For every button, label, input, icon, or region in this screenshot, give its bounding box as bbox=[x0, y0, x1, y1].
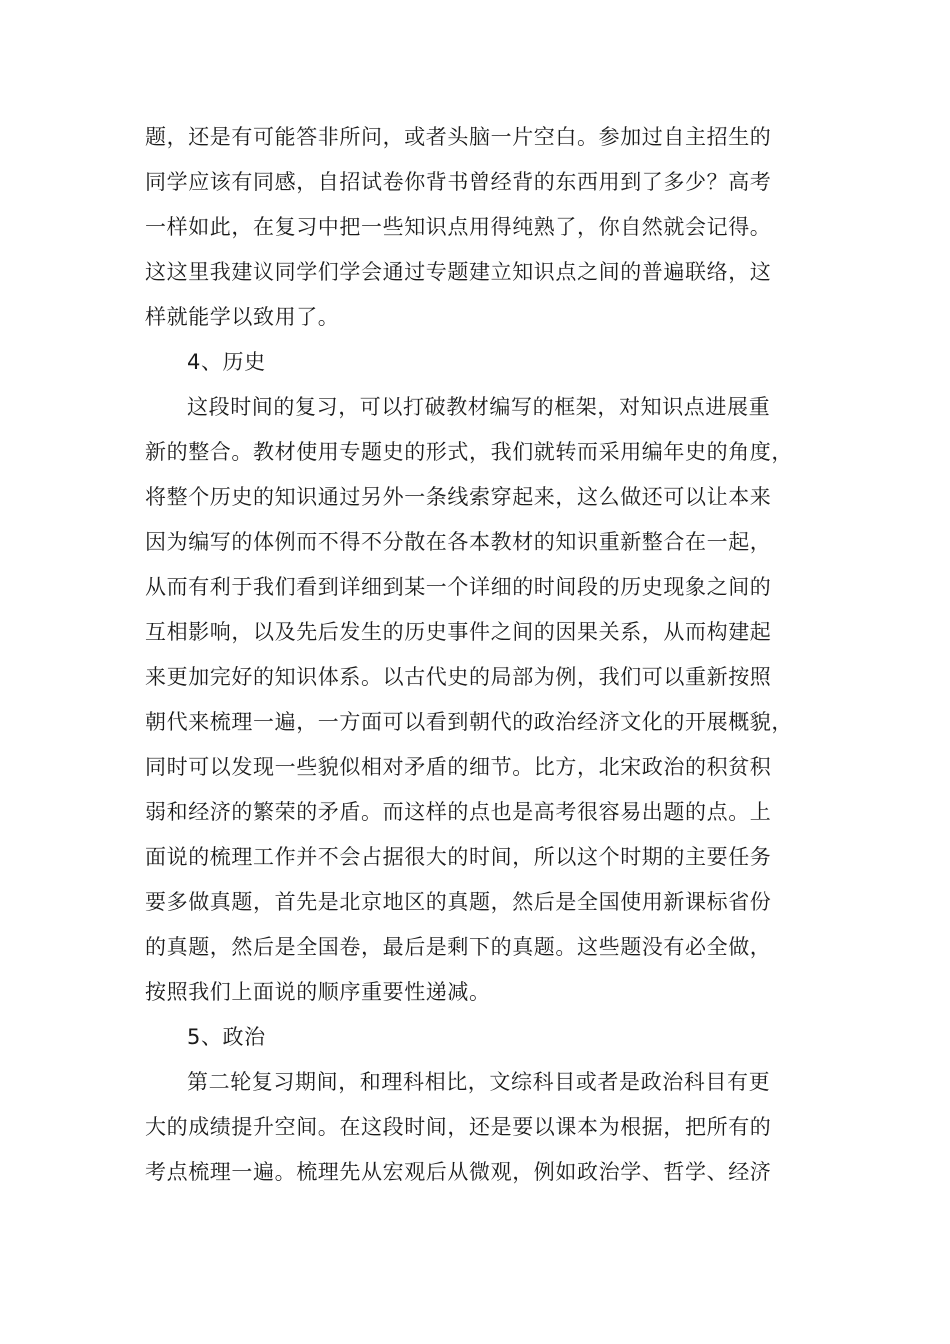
text-line: 弱和经济的繁荣的矛盾。而这样的点也是高考很容易出题的点。上 bbox=[145, 800, 772, 824]
section-heading-politics: 5、政治 bbox=[187, 1025, 266, 1049]
text-line: 的真题，然后是全国卷，最后是剩下的真题。这些题没有必全做， bbox=[145, 935, 772, 959]
text-line: 同时可以发现一些貌似相对矛盾的细节。比方，北宋政治的积贫积 bbox=[145, 755, 772, 779]
text-line: 这这里我建议同学们学会通过专题建立知识点之间的普遍联络，这 bbox=[145, 260, 772, 284]
text-line: 要多做真题，首先是北京地区的真题，然后是全国使用新课标省份 bbox=[145, 890, 772, 914]
text-line: 互相影响，以及先后发生的历史事件之间的因果关系，从而构建起 bbox=[145, 620, 772, 644]
text-line: 将整个历史的知识通过另外一条线索穿起来，这么做还可以让本来 bbox=[145, 485, 772, 509]
text-line: 大的成绩提升空间。在这段时间，还是要以课本为根据，把所有的 bbox=[145, 1115, 772, 1139]
text-line: 从而有利于我们看到详细到某一个详细的时间段的历史现象之间的 bbox=[145, 575, 772, 599]
text-line: 因为编写的体例而不得不分散在各本教材的知识重新整合在一起， bbox=[145, 530, 772, 554]
text-line: 来更加完好的知识体系。以古代史的局部为例，我们可以重新按照 bbox=[145, 665, 772, 689]
text-line: 题，还是有可能答非所问，或者头脑一片空白。参加过自主招生的 bbox=[145, 125, 772, 149]
text-line: 考点梳理一遍。梳理先从宏观后从微观，例如政治学、哲学、经济 bbox=[145, 1160, 772, 1184]
text-line: 这段时间的复习，可以打破教材编写的框架，对知识点进展重 bbox=[187, 395, 771, 419]
section-heading-history: 4、历史 bbox=[187, 350, 266, 374]
text-line: 同学应该有同感，自招试卷你背书曾经背的东西用到了多少？高考 bbox=[145, 170, 772, 194]
text-line: 一样如此，在复习中把一些知识点用得纯熟了，你自然就会记得。 bbox=[145, 215, 772, 239]
document-body bbox=[145, 115, 825, 1195]
text-line: 新的整合。教材使用专题史的形式，我们就转而采用编年史的角度， bbox=[145, 440, 793, 464]
text-line: 第二轮复习期间，和理科相比，文综科目或者是政治科目有更 bbox=[187, 1070, 771, 1094]
text-line: 样就能学以致用了。 bbox=[145, 305, 340, 329]
text-line: 按照我们上面说的顺序重要性递减。 bbox=[145, 980, 491, 1004]
text-line: 朝代来梳理一遍，一方面可以看到朝代的政治经济文化的开展概貌， bbox=[145, 710, 793, 734]
text-line: 面说的梳理工作并不会占据很大的时间，所以这个时期的主要任务 bbox=[145, 845, 772, 869]
